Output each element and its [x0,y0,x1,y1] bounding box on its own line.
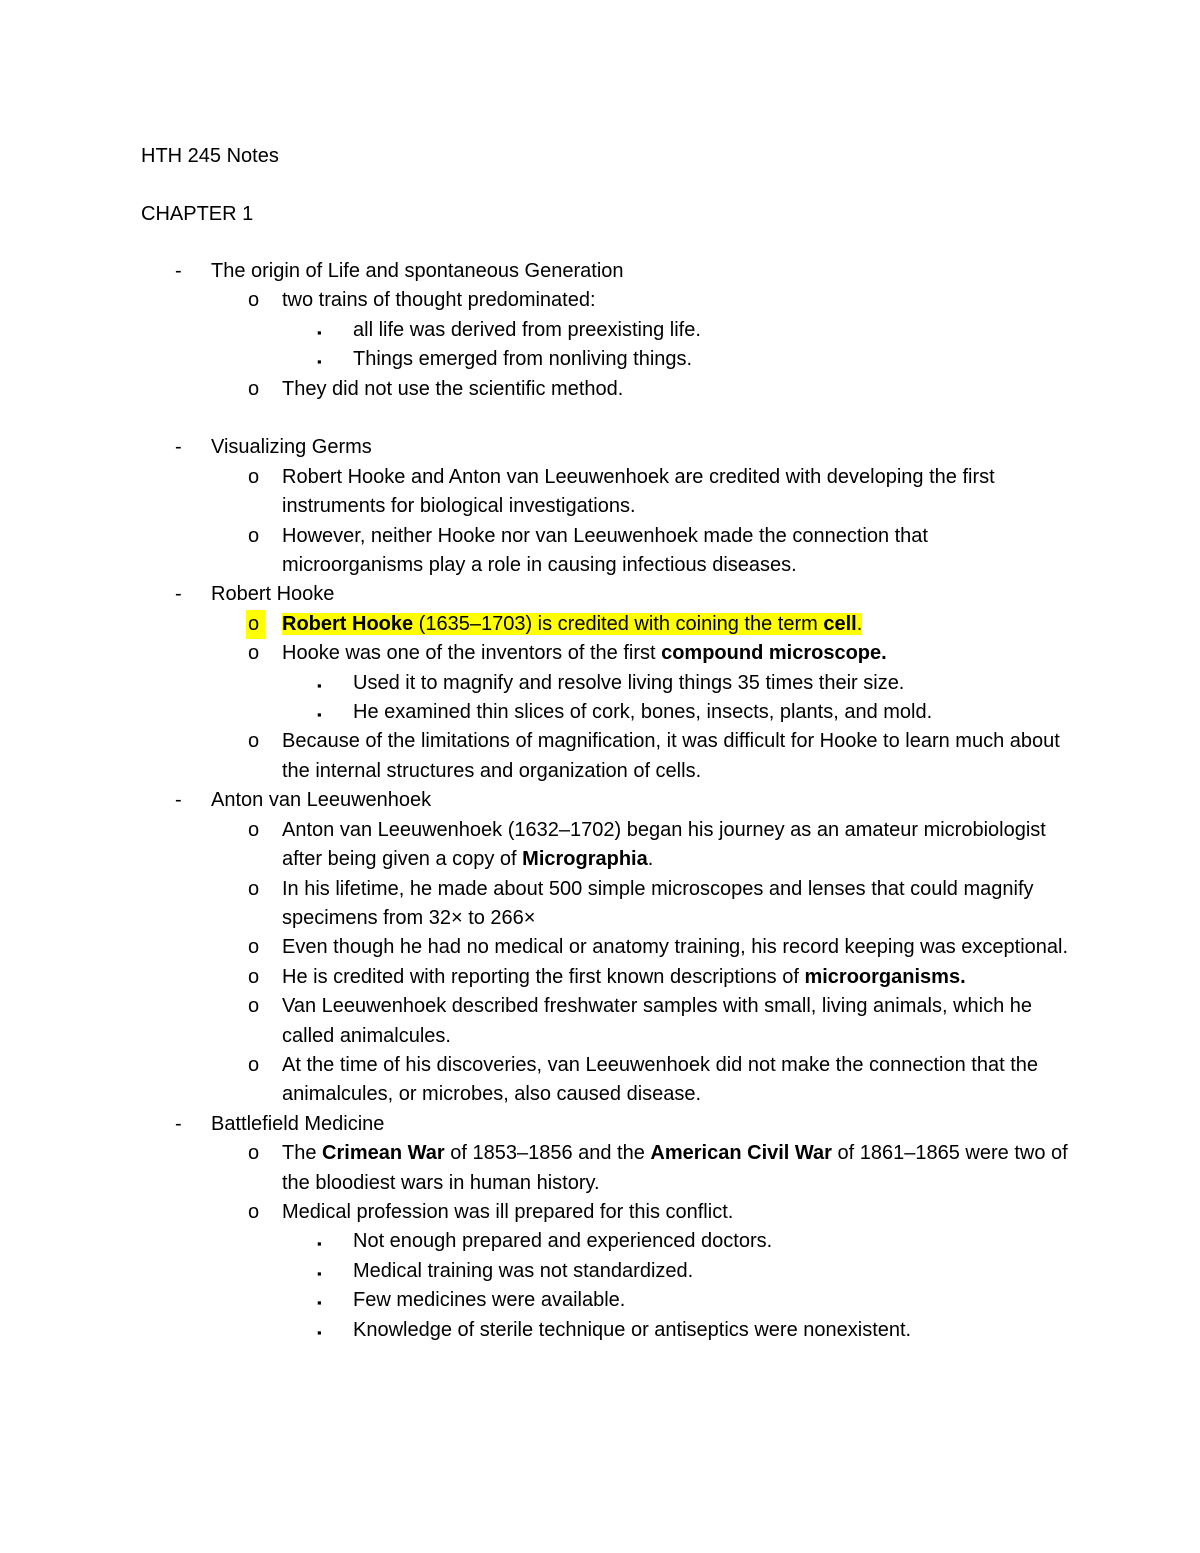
outline-item-level-2 [0,875,1072,934]
text-run: Robert Hooke and Anton van Leeuwenhoek are credited with developing the first instruments for biological investigations. [282,465,995,518]
dash-bullet: - [175,260,182,282]
outline-item-level-2 [0,963,1072,992]
outline-item-level-2 [0,1139,1072,1198]
dash-bullet: - [175,583,182,606]
outline-item-text [282,613,862,635]
outline-item-text [282,1054,1038,1105]
bold-term: microorganisms. [804,965,966,988]
bold-term: compound microscope. [661,642,887,665]
text-run: . [647,848,654,871]
text-run: Van Leeuwenhoek described freshwater samples with small, living animals, which he called animalcules. [282,995,1032,1047]
document-title: HTH 245 Notes [141,145,279,167]
outline-item-level-2 [0,639,1072,668]
circle-bullet: o [248,936,260,959]
text-run: Hooke was one of the inventors of the first [282,642,662,665]
outline-item-text [353,701,932,723]
outline-item-level-2 [0,933,1072,962]
circle-bullet: o [248,642,260,665]
circle-bullet: o [248,524,260,547]
text-run: He examined thin slices of cork, bones, insects, plants, and mold. [353,701,933,724]
outline-item-level-3 [0,1227,1073,1256]
outline-item-text [353,672,904,694]
outline-item-level-2 [0,992,1072,1051]
outline-item-level-2 [0,522,1072,581]
square-bullet-icon: ▪ [317,707,322,723]
square-bullet-icon: ▪ [317,1265,322,1281]
circle-bullet: o [248,1200,260,1223]
circle-bullet: o [248,1053,260,1076]
outline-item-level-2 [0,1198,1072,1227]
bold-term: Crimean War [322,1142,445,1165]
circle-bullet: o [248,377,260,400]
circle-bullet: o [248,818,260,841]
outline-item-level-3 [0,1286,1073,1315]
outline-item-level-2 [0,816,1072,875]
text-run: Medical training was not standardized. [353,1259,694,1282]
circle-bullet: o [248,730,260,753]
dash-bullet: - [175,436,182,459]
outline-item-level-2 [0,463,1072,522]
text-run: (1635–1703) is credited with coining the term [413,612,824,635]
outline-item-level-2 [0,1051,1072,1110]
square-bullet-icon: ▪ [317,354,322,370]
outline-item-level-3 [0,669,1073,698]
square-bullet-icon: ▪ [317,1324,322,1340]
square-bullet-icon: ▪ [317,324,322,340]
circle-bullet: o [248,1142,260,1165]
text-run: two trains of thought predominated: [282,289,596,312]
outline-item-text [282,995,1032,1046]
outline-item-text [211,583,334,605]
bold-term: American Civil War [650,1142,832,1165]
outline-item-text [282,936,1068,958]
circle-bullet: o [248,465,260,488]
outline-item-level-1 [0,257,1200,286]
notes-outline [0,257,1200,1345]
outline-item-level-1 [0,1110,1200,1139]
square-bullet-icon: ▪ [317,1295,322,1311]
text-run: At the time of his discoveries, van Leeuwenhoek did not make the connection that the animalcules, or microbes, also caused disease. [282,1053,1039,1106]
text-run: They did not use the scientific method. [282,377,624,400]
text-run: Medical profession was ill prepared for this conflict. [282,1200,734,1223]
outline-item-text [353,319,701,341]
outline-item-level-3 [0,1316,1073,1345]
outline-item-level-2 [0,727,1072,786]
outline-item-text [211,260,624,282]
text-run: Visualizing Germs [211,436,372,459]
circle-bullet: o [246,610,265,639]
outline-item-text [353,1319,911,1341]
outline-item-text [211,789,431,811]
outline-item-text [282,642,887,664]
text-run: However, neither Hooke nor van Leeuwenhoek made the connection that microorganisms play a role in causing infectious diseases. [282,524,928,577]
text-run: The origin of Life and spontaneous Generation [211,260,624,282]
circle-bullet: o [248,289,260,312]
outline-item-text [282,966,966,988]
text-run: of 1861–1865 were two of the bloodiest wars in human history. [282,1142,1068,1194]
text-run: Knowledge of sterile technique or antiseptics were nonexistent. [353,1318,912,1341]
outline-item-level-2 [0,375,1072,404]
text-run: Not enough prepared and experienced doctors. [353,1230,773,1253]
square-bullet-icon: ▪ [317,1236,322,1252]
outline-item-text [282,819,1046,870]
outline-item-text [282,1201,733,1223]
dash-bullet: - [175,1112,182,1135]
text-run: In his lifetime, he made about 500 simple microscopes and lenses that could magnify specimens from 32× to 266× [282,877,1034,929]
outline-item-text [353,1260,693,1282]
outline-item-text [211,436,372,458]
outline-item-text [353,348,692,370]
circle-bullet: o [248,965,260,988]
square-bullet-icon: ▪ [317,677,322,693]
outline-item-level-3 [0,698,1073,727]
text-run: The [282,1142,323,1165]
outline-item-level-3 [0,1257,1073,1286]
text-run: Things emerged from nonliving things. [353,348,693,371]
outline-item-level-2 [0,610,1072,639]
text-run: all life was derived from preexisting life. [353,318,701,341]
outline-item-level-1 [0,580,1200,609]
text-run: Few medicines were available. [353,1289,626,1312]
circle-bullet: o [248,995,260,1018]
text-run: Anton van Leeuwenhoek (1632–1702) began his journey as an amateur microbiologist after being given a copy of [282,818,1046,871]
outline-item-text [282,878,1034,929]
blank-line [0,404,1200,433]
outline-item-text [353,1289,625,1311]
dash-bullet: - [175,789,182,812]
text-run: Because of the limitations of magnification, it was difficult for Hooke to learn much about the internal structures and organization of cells. [282,730,1060,782]
text-run: He is credited with reporting the first known descriptions of [282,965,805,988]
outline-item-text [282,730,1060,781]
text-run: of 1853–1856 and the [444,1142,651,1165]
bold-term: cell [823,612,857,635]
outline-item-level-1 [0,786,1200,815]
bold-term: Robert Hooke [282,612,414,635]
text-run: . [856,612,863,635]
outline-item-level-3 [0,316,1073,345]
circle-bullet: o [248,877,260,900]
outline-item-text [282,1142,1068,1193]
chapter-heading: CHAPTER 1 [141,203,254,225]
text-run: Robert Hooke [211,583,335,606]
outline-item-level-1 [0,433,1200,462]
outline-item-level-2 [0,286,1072,315]
text-run: Battlefield Medicine [211,1112,385,1135]
outline-item-text [282,525,928,576]
outline-item-text [282,289,596,311]
outline-item-text [353,1230,772,1252]
outline-item-text [211,1113,384,1135]
text-run: Even though he had no medical or anatomy training, his record keeping was exceptional. [282,936,1069,959]
outline-item-level-3 [0,345,1073,374]
text-run: Anton van Leeuwenhoek [211,789,432,812]
text-run: Used it to magnify and resolve living things 35 times their size. [353,671,905,694]
bold-term: Micrographia [522,848,648,871]
outline-item-text [282,466,995,517]
outline-item-text [282,378,623,400]
